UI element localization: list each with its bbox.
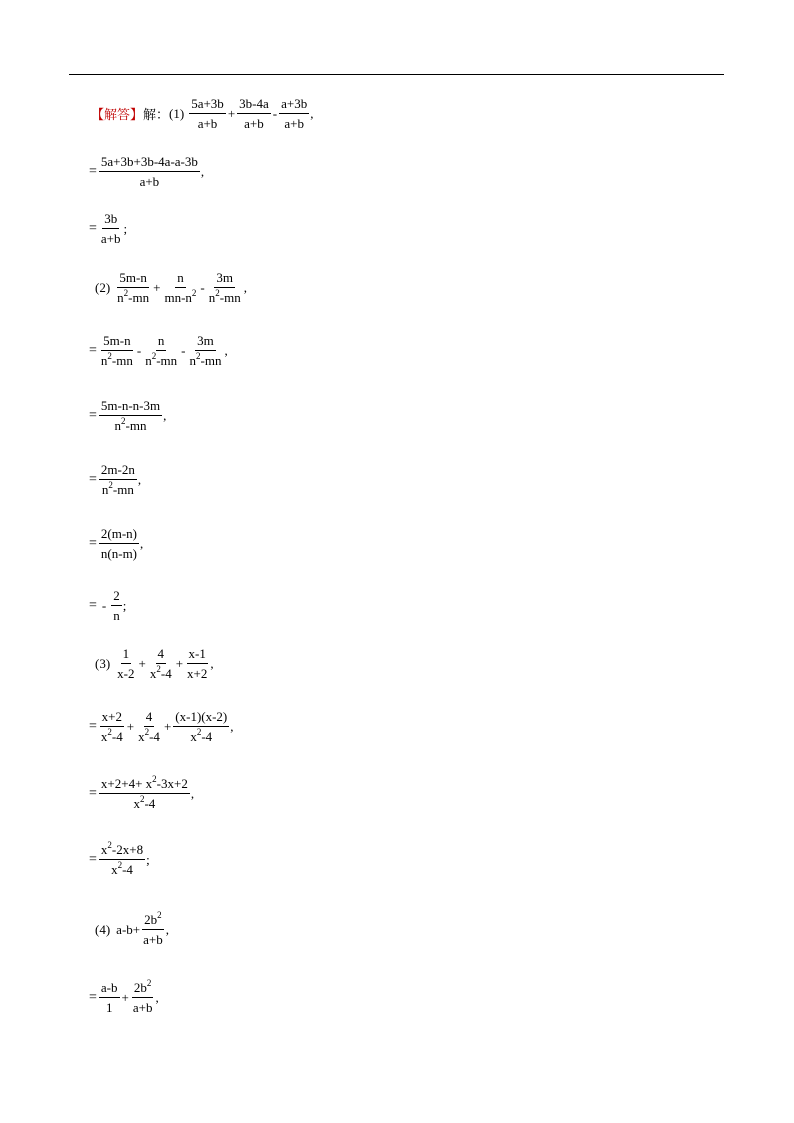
part1-question: [91, 96, 313, 131]
punctuation: ,: [137, 471, 142, 487]
punctuation: ,: [310, 105, 314, 121]
fraction: $\frac{3b}{a+b}$: [100, 211, 121, 246]
operator: -: [200, 279, 205, 295]
equals-sign: =: [89, 342, 97, 358]
fraction: $\frac{3m}{n^2-mn}$: [189, 333, 222, 368]
fraction: $\frac{x+2}{x^2-4}$: [100, 709, 123, 744]
operator: +: [163, 718, 172, 734]
equals-sign: =: [89, 220, 97, 236]
equals-sign: =: [89, 718, 97, 734]
part3-step2: [89, 776, 194, 811]
fraction: $\frac{4}{x^2-4}$: [149, 646, 172, 681]
equals-sign: =: [89, 407, 97, 423]
part3-step1: [89, 709, 234, 744]
punctuation: ,: [230, 718, 234, 734]
fraction: $\frac{n}{mn-n^2}$: [164, 270, 197, 305]
part-label: (1): [169, 105, 185, 121]
part4-question: [95, 912, 169, 947]
part-label: (2): [95, 279, 111, 295]
punctuation: ,: [200, 163, 205, 179]
fraction: $\frac{n}{n^2-mn}$: [145, 333, 178, 368]
fraction: $\frac{3b-4a}{a+b}$: [239, 96, 269, 131]
equals-sign: =: [89, 535, 97, 551]
equals-sign: =: [89, 851, 97, 867]
fraction: $\frac{1}{x-2}$: [117, 646, 135, 681]
fraction: $\frac{2b^2}{a+b}$: [143, 910, 163, 947]
equals-sign: =: [89, 471, 97, 487]
answer-tag: 【解答】: [91, 108, 144, 123]
fraction: $\frac{5a+3b}{a+b}$: [191, 96, 224, 131]
operator: -: [136, 342, 142, 358]
part2-step3: [89, 462, 141, 497]
part-label: (4): [95, 921, 111, 937]
punctuation: ,: [155, 989, 159, 1005]
equals-sign: =: [89, 597, 97, 613]
punctuation: ,: [210, 655, 214, 671]
fraction: $\frac{5m-n-n-3m}{n^2-mn}$: [100, 398, 161, 433]
punctuation: ;: [122, 597, 127, 613]
equals-sign: =: [89, 989, 97, 1005]
fraction: $\frac{4}{x^2-4}$: [138, 709, 160, 744]
part1-step1: [89, 154, 204, 189]
punctuation: ,: [140, 535, 144, 551]
fraction: $\frac{a+3b}{a+b}$: [281, 96, 308, 131]
part4-step1: [89, 980, 159, 1015]
fraction: $\frac{x^2-2x+8}{x^2-4}$: [100, 840, 144, 877]
operator: +: [126, 718, 135, 734]
punctuation: ,: [163, 407, 167, 423]
equals-sign: =: [89, 163, 97, 179]
fraction: $\frac{(x-1)(x-2)}{x^2-4}$: [175, 709, 228, 744]
fraction: $\frac{3m}{n^2-mn}$: [208, 270, 241, 305]
part3-question: [95, 646, 214, 681]
fraction: $\frac{a-b}{1}$: [100, 980, 118, 1015]
punctuation: ,: [190, 785, 195, 801]
minus-sign: -: [101, 597, 107, 613]
fraction: $\frac{5a+3b+3b-4a-a-3b}{a+b}$: [100, 154, 198, 189]
solution-label: 解：: [143, 108, 170, 123]
punctuation: ,: [224, 342, 228, 358]
fraction: $\frac{x+2+4+ x^2-3x+2}{x^2-4}$: [100, 774, 188, 811]
part-label: (3): [95, 655, 111, 671]
part3-step3: [89, 842, 150, 877]
operator: +: [121, 989, 129, 1005]
part2-step1: [89, 333, 228, 368]
fraction: $\frac{5m-n}{n^2-mn}$: [100, 333, 133, 368]
header-rule: [69, 74, 724, 75]
punctuation: ,: [243, 279, 247, 295]
part2-step4: [89, 526, 143, 561]
operator: +: [153, 279, 161, 295]
operator: +: [175, 655, 184, 671]
operator: +: [138, 655, 146, 671]
operator: -: [181, 342, 186, 358]
fraction: $\frac{2b^2}{a+b}$: [132, 978, 153, 1015]
fraction: $\frac{2(m-n)}{n(n-m)}$: [100, 526, 138, 561]
part2-step5: [89, 588, 126, 623]
part1-step2: [89, 211, 127, 246]
fraction: $\frac{5m-n}{n^2-mn}$: [117, 270, 150, 305]
fraction: $\frac{2m-2n}{n^2-mn}$: [100, 462, 135, 497]
operator: +: [227, 105, 236, 121]
expression: a-b+: [116, 921, 141, 937]
fraction: $\frac{2}{n}$: [113, 588, 120, 623]
operator: -: [272, 105, 278, 121]
part2-question: [95, 270, 247, 305]
equals-sign: =: [89, 785, 97, 801]
punctuation: ;: [146, 851, 150, 867]
punctuation: ;: [123, 220, 128, 236]
fraction: $\frac{x-1}{x+2}$: [187, 646, 208, 681]
punctuation: ,: [165, 921, 169, 937]
part2-step2: [89, 398, 166, 433]
